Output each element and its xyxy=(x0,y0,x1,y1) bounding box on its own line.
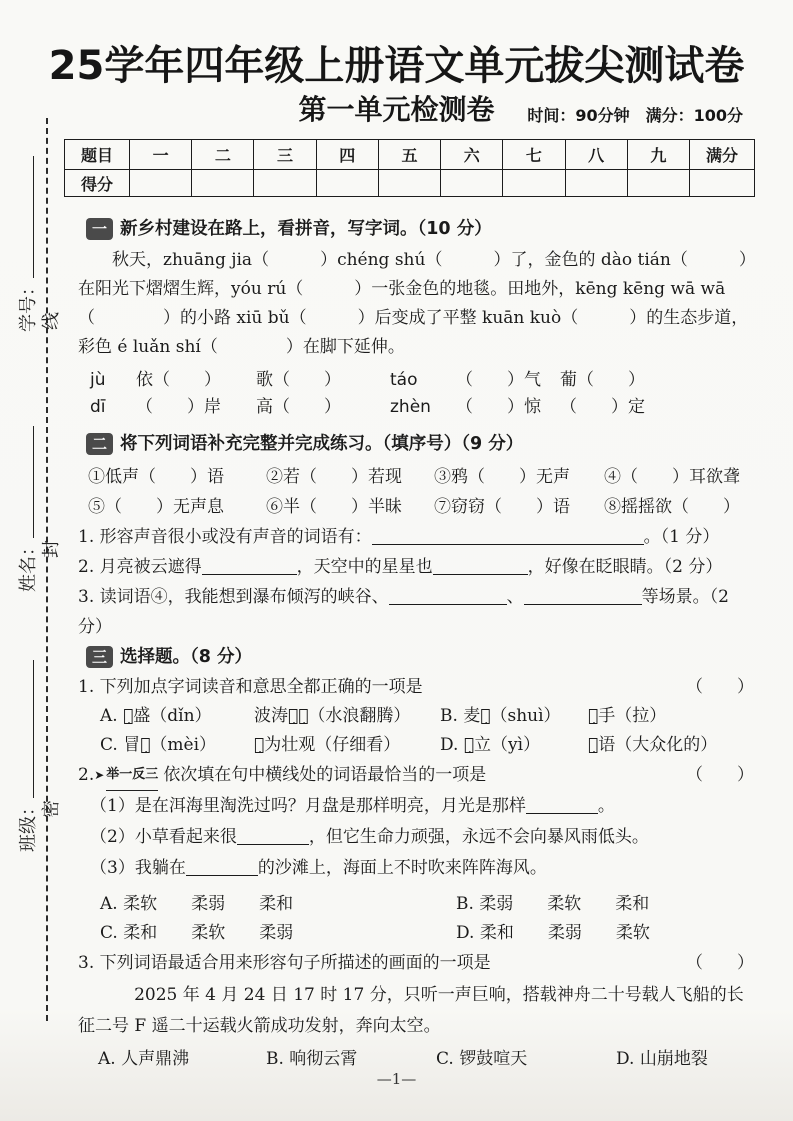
score-cell xyxy=(690,170,755,197)
subitem-text: 。 xyxy=(597,796,615,816)
score-cell xyxy=(565,170,627,197)
pinyin-fill-item: （ ）惊 xyxy=(456,397,541,417)
option-item: A. 柔软 柔弱 柔和 xyxy=(100,894,294,914)
option-item: A. 人声鼎沸 xyxy=(98,1049,190,1069)
answer-bracket: （ ） xyxy=(686,953,754,973)
class-field xyxy=(14,660,40,852)
question-text: 。（1 分） xyxy=(643,527,720,547)
time-score-meta: 时间：90分钟 满分：100分 xyxy=(527,106,743,125)
class-label: 班级： xyxy=(18,798,39,852)
section-1-header xyxy=(64,214,758,244)
spacer xyxy=(491,948,686,978)
score-col-timu: 题目 xyxy=(65,140,130,170)
pinyin-fill-row-1 xyxy=(64,367,758,394)
subitem-text: 的沙滩上，海面上不时吹来阵阵海风。 xyxy=(257,858,547,878)
subitem-text: ，但它生命力顽强，永远不会向暴风雨低头。 xyxy=(308,827,649,847)
question-1-options-row-1 xyxy=(64,702,758,731)
question-3-paragraph: 2025 年 4 月 24 日 17 时 17 分，只听一声巨响，搭载神舟二十号载人飞船的长征二号 F 遥二十运载火箭成功发射，奔向太空。 xyxy=(78,985,744,1036)
section-2-question-2 xyxy=(64,552,758,582)
page-number: —1— xyxy=(376,1070,417,1088)
section-2-question-1 xyxy=(64,522,758,552)
question-text: 3. 读词语④，我能想到瀑布倾泻的峡谷、 xyxy=(78,587,389,607)
name-label: 姓名： xyxy=(18,538,39,592)
exam-title: 25学年四年级上册语文单元拔尖测试卷 xyxy=(48,43,745,89)
score-cell xyxy=(316,170,378,197)
question-number: 2. xyxy=(78,765,95,785)
question-text: 2. 月亮被云遮得 xyxy=(78,557,202,577)
option-item: B. 响彻云霄 xyxy=(266,1049,358,1069)
name-field xyxy=(14,426,40,592)
idiom-item: ⑧摇摇欲（ ） xyxy=(604,497,740,517)
answer-blank xyxy=(526,795,598,814)
subitem-text: （1）是在洱海里淘洗过吗？月盘是那样明亮，月光是那样 xyxy=(90,796,526,816)
option-item: 俗̣语（大众化的） xyxy=(588,735,718,755)
answer-blank xyxy=(433,556,528,575)
answer-bracket: （ ） xyxy=(686,677,754,697)
pinyin-fill-row-2 xyxy=(64,394,758,421)
answer-bracket: （ ） xyxy=(686,765,754,785)
idiom-item: ③鸦（ ）无声 xyxy=(434,467,570,487)
section-1-title: 新乡村建设在路上，看拼音，写字词。（10 分） xyxy=(120,218,492,239)
question-text: ，天空中的星星也 xyxy=(296,557,433,577)
idiom-item: ④（ ）耳欲聋 xyxy=(604,467,740,487)
option-item: B. 麦穗̣（shuì） xyxy=(440,706,561,726)
idiom-item: ②若（ ）若现 xyxy=(266,467,402,487)
score-col-5: 五 xyxy=(378,140,440,170)
question-2-options-row-2 xyxy=(64,919,758,948)
seal-char-mi: 密 xyxy=(41,800,62,818)
analogy-badge: 举一反三 xyxy=(106,760,158,791)
score-col-7: 七 xyxy=(503,140,565,170)
answer-blank xyxy=(186,857,258,876)
score-col-total: 满分 xyxy=(690,140,755,170)
idiom-row-1 xyxy=(64,462,758,492)
score-col-6: 六 xyxy=(441,140,503,170)
section-3-header xyxy=(64,642,758,672)
exam-subtitle: 第一单元检测卷 xyxy=(298,93,495,126)
score-table xyxy=(64,139,755,197)
option-item: A. 鼎̣盛（dǐn） xyxy=(100,706,212,726)
name-blank xyxy=(31,426,34,538)
answer-blank xyxy=(389,586,507,605)
question-text: ，好像在眨眼睛。（2 分） xyxy=(527,557,723,577)
idiom-item: ⑦窃窃（ ）语 xyxy=(434,497,570,517)
pinyin-syllable: zhèn xyxy=(390,397,431,417)
score-col-4: 四 xyxy=(316,140,378,170)
option-item: 牵̣手（拉） xyxy=(588,706,667,726)
answer-blank xyxy=(372,526,644,545)
question-text: 、 xyxy=(506,587,524,607)
pinyin-fill-item: 歌（ ） xyxy=(256,370,341,390)
pinyin-fill-item: 高（ ） xyxy=(256,397,341,417)
score-col-3: 三 xyxy=(254,140,316,170)
spacer xyxy=(486,760,686,791)
section-1-paragraph: 秋天，zhuāng jia（ ）chéng shú（ ）了，金色的 dào tián（ ）在阳光下熠熠生辉，yóu rú（ ）一张金色的地毯。田地外，kēng kēng wā wā（ ）的小路 xiū bǔ（ ）后变成了平整 kuān kuò（ ）的生态步道，彩色 é luǎn shí（ ）在脚下延伸。 xyxy=(78,250,756,357)
seal-dashed-line xyxy=(46,118,48,1021)
option-item: C. 锣鼓喧天 xyxy=(436,1049,528,1069)
score-table-header-row xyxy=(65,140,755,170)
score-row-label: 得分 xyxy=(65,170,130,197)
question-2-options-row-1 xyxy=(64,890,758,919)
answer-blank xyxy=(202,556,297,575)
option-item: C. 柔和 柔软 柔弱 xyxy=(100,923,294,943)
score-col-9: 九 xyxy=(627,140,689,170)
score-cell xyxy=(130,170,192,197)
question-2-subitem-3 xyxy=(64,853,758,884)
arrow-icon: ➤ xyxy=(94,768,105,782)
section-3-icon: 三 xyxy=(86,646,113,668)
section-2-title: 将下列词语补充完整并完成练习。（填序号）（9 分） xyxy=(120,433,524,454)
idiom-row-2 xyxy=(64,492,758,522)
question-2-subitem-2 xyxy=(64,822,758,853)
question-2-subitem-1 xyxy=(64,791,758,822)
question-text: 1. 形容声音很小或没有声音的词语有： xyxy=(78,527,372,547)
class-blank xyxy=(31,660,34,798)
pinyin-fill-item: （ ）气 xyxy=(456,370,541,390)
section-3-question-2 xyxy=(64,760,758,791)
idiom-item: ⑤（ ）无声息 xyxy=(88,497,224,517)
score-cell xyxy=(627,170,689,197)
seal-char-xian: 线 xyxy=(41,312,62,330)
idiom-item: ①低声（ ）语 xyxy=(88,467,224,487)
idiom-item: ⑥半（ ）半昧 xyxy=(266,497,402,517)
subitem-text: （3）我躺在 xyxy=(90,858,186,878)
score-cell xyxy=(441,170,503,197)
question-1-options-row-2 xyxy=(64,731,758,760)
option-item: 蔚̣为壮观（仔细看） xyxy=(254,735,401,755)
option-item: 波涛滚̣滚̣（水浪翻腾） xyxy=(254,706,411,726)
spacer xyxy=(423,672,686,702)
answer-blank xyxy=(237,826,309,845)
question-text: 依次填在句中横线处的词语最恰当的一项是 xyxy=(163,765,487,785)
pinyin-fill-item: 葡（ ） xyxy=(560,370,645,390)
option-item: D. 山崩地裂 xyxy=(616,1049,708,1069)
pinyin-syllable: jù xyxy=(90,370,106,390)
section-2-header xyxy=(64,429,758,459)
answer-blank xyxy=(524,586,642,605)
student-id-blank xyxy=(31,156,34,278)
section-3-title: 选择题。（8 分） xyxy=(120,646,253,667)
seal-char-feng: 封 xyxy=(41,540,62,558)
section-2-question-3 xyxy=(64,582,758,642)
section-2-icon: 二 xyxy=(86,433,113,455)
score-table-score-row xyxy=(65,170,755,197)
section-3-question-3 xyxy=(64,948,758,978)
section-1-icon: 一 xyxy=(86,218,113,240)
option-item: D. 屹̣立（yì） xyxy=(440,735,541,755)
question-text: 等场景。（2 分） xyxy=(78,587,729,637)
question-text: 1. 下列加点字词读音和意思全都正确的一项是 xyxy=(78,677,423,697)
subitem-text: （2）小草看起来很 xyxy=(90,827,237,847)
question-text: 3. 下列词语最适合用来形容句子所描述的画面的一项是 xyxy=(78,953,491,973)
score-col-2: 二 xyxy=(192,140,254,170)
exam-body xyxy=(64,214,758,1074)
option-item: B. 柔弱 柔软 柔和 xyxy=(456,894,650,914)
pinyin-fill-item: （ ）定 xyxy=(560,397,645,417)
pinyin-syllable: dī xyxy=(90,397,106,417)
student-id-label: 学号： xyxy=(18,278,39,332)
score-col-8: 八 xyxy=(565,140,627,170)
score-cell xyxy=(192,170,254,197)
section-3-question-1 xyxy=(64,672,758,702)
option-item: C. 冒昧̣（mèi） xyxy=(100,735,217,755)
score-col-1: 一 xyxy=(130,140,192,170)
option-item: D. 柔和 柔弱 柔软 xyxy=(456,923,650,943)
score-cell xyxy=(378,170,440,197)
score-cell xyxy=(254,170,316,197)
pinyin-fill-item: （ ）岸 xyxy=(136,397,221,417)
pinyin-fill-item: 依（ ） xyxy=(136,370,221,390)
score-cell xyxy=(503,170,565,197)
student-id-field xyxy=(14,156,40,332)
pinyin-syllable: táo xyxy=(390,370,418,390)
